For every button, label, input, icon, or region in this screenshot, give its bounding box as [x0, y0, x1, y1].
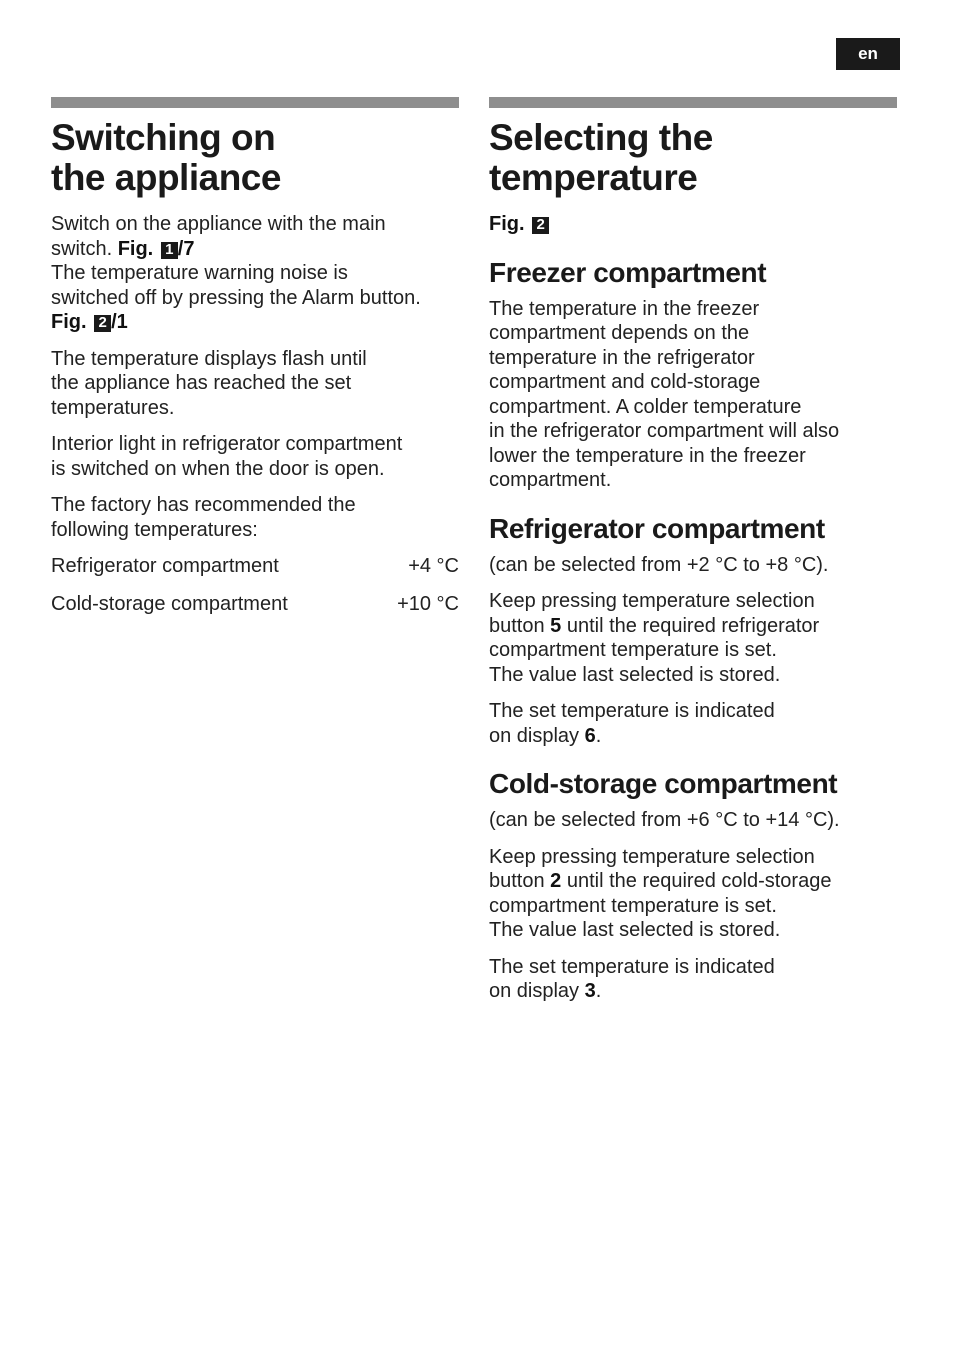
paragraph-refrigerator-display [489, 699, 897, 748]
text-line: on display [489, 980, 585, 1002]
text-line: Interior light in refrigerator compartment [51, 433, 403, 455]
temperature-label: Cold-storage compartment [51, 592, 288, 615]
fig-number-badge: 2 [532, 217, 549, 234]
text-line: . [595, 724, 602, 747]
text-line: until the required refrigerator [561, 614, 820, 637]
text-line: in the refrigerator compartment will also [489, 420, 840, 442]
title-line: the appliance [51, 157, 281, 198]
text-line: The set temperature is indicated [489, 955, 775, 978]
text-line: compartment depends on the [489, 322, 750, 344]
section-switching-on [51, 97, 459, 629]
text-line: lower the temperature in the freezer [489, 444, 806, 467]
range-cold-storage: (can be selected from +6 °C to +14 °C). [489, 809, 840, 831]
temperature-row-cold-storage [51, 592, 459, 617]
text-line: the appliance has reached the set [51, 372, 352, 394]
title-line: temperature [489, 157, 698, 198]
paragraph-switch-on [51, 212, 459, 335]
text-line: Switch on the appliance with the main [51, 213, 386, 235]
paragraph-freezer [489, 297, 897, 493]
text-line: compartment temperature is set. [489, 894, 777, 917]
text-line: compartment and cold-storage [489, 371, 761, 393]
section-title-selecting-temperature [489, 118, 897, 198]
fig-ref: /7 [177, 237, 195, 260]
text-line: The temperature displays flash until [51, 347, 367, 370]
text-line: compartment. [489, 469, 612, 491]
text-line: until the required cold-storage [561, 870, 832, 892]
fig-ref: /1 [111, 311, 128, 333]
text-line: temperatures. [51, 396, 175, 419]
section-divider-bar [489, 97, 897, 108]
text-line: button [489, 614, 551, 637]
heading-refrigerator-compartment: Refrigerator compartment [489, 512, 825, 544]
text-line: compartment. A colder temperature [489, 395, 802, 418]
text-line: temperature in the refrigerator [489, 346, 755, 369]
text-line: The temperature in the freezer [489, 297, 760, 320]
range-refrigerator: (can be selected from +2 °C to +8 °C). [489, 553, 829, 576]
temperature-row-refrigerator [51, 554, 459, 579]
subsection-refrigerator [489, 513, 897, 749]
text-line: The factory has recommended the [51, 494, 356, 516]
text-line: button [489, 870, 551, 892]
text-line: The value last selected is stored. [489, 919, 781, 941]
fig-reference [489, 212, 897, 237]
section-divider-bar [51, 97, 459, 108]
section-selecting-temperature [489, 97, 897, 1016]
temperature-value: +4 °C [408, 555, 459, 577]
fig-number-badge: 2 [94, 315, 111, 332]
fig-label: Fig. [51, 311, 87, 333]
button-number: 2 [550, 870, 562, 892]
heading-cold-storage-compartment: Cold-storage compartment [489, 768, 838, 799]
text-line: Keep pressing temperature selection [489, 590, 815, 612]
title-line: Switching on [51, 117, 276, 158]
fig-label: Fig. [117, 237, 154, 260]
paragraph-interior-light [51, 432, 459, 481]
fig-number-badge: 1 [161, 242, 178, 259]
text-line: . [595, 980, 602, 1002]
temperature-label: Refrigerator compartment [51, 555, 279, 577]
subsection-freezer [489, 257, 897, 493]
text-line: compartment temperature is set. [489, 639, 777, 661]
text-line: The set temperature is indicated [489, 700, 775, 722]
text-line: is switched on when the door is open. [51, 457, 385, 480]
paragraph-cold-storage-selection [489, 845, 897, 943]
title-line: Selecting the [489, 117, 713, 158]
paragraph-cold-storage-display [489, 955, 897, 1004]
button-number: 5 [550, 614, 562, 637]
subsection-cold-storage [489, 768, 897, 1004]
heading-freezer-compartment: Freezer compartment [489, 256, 767, 288]
fig-label: Fig. [489, 213, 525, 235]
text-line: Keep pressing temperature selection [489, 845, 815, 868]
text-line: The value last selected is stored. [489, 663, 781, 686]
paragraph-factory-recommended [51, 493, 459, 542]
language-badge: en [836, 38, 900, 70]
temperature-value: +10 °C [397, 592, 459, 615]
display-number: 6 [584, 724, 596, 747]
text-line: following temperatures: [51, 518, 258, 541]
text-line: switched off by pressing the Alarm button. [51, 286, 421, 309]
text-line: on display [489, 724, 585, 747]
section-title-switching-on [51, 118, 459, 198]
paragraph-refrigerator-selection [489, 589, 897, 687]
text-line: switch. [51, 237, 118, 260]
text-line: The temperature warning noise is [51, 262, 348, 284]
paragraph-displays-flash [51, 347, 459, 421]
display-number: 3 [584, 980, 596, 1002]
